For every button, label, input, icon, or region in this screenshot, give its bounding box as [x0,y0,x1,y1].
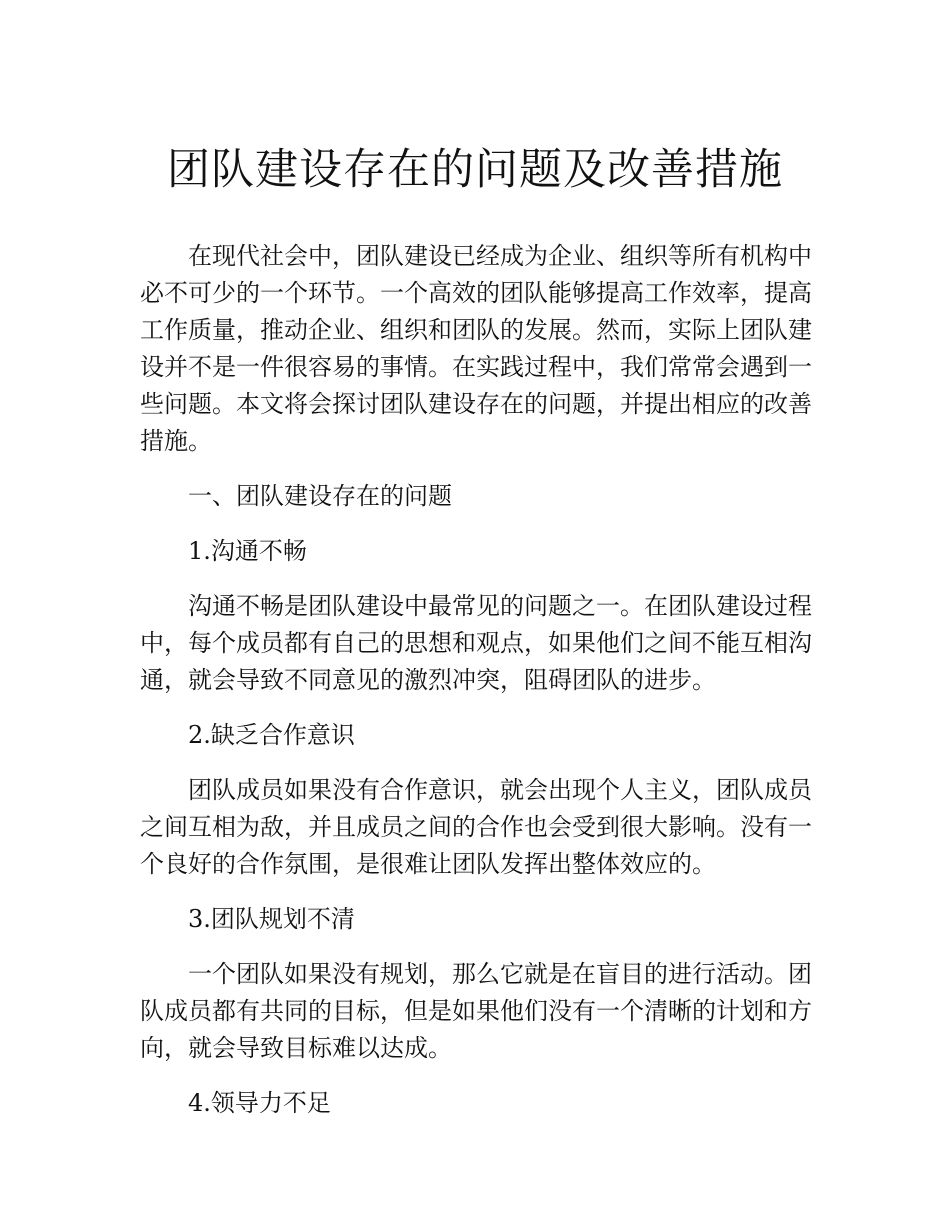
document-title: 团队建设存在的问题及改善措施 [167,145,783,195]
item-heading-planning: 3.团队规划不清 [188,905,355,933]
item-heading-leadership: 4.领导力不足 [188,1089,331,1117]
intro-paragraph: 在现代社会中，团队建设已经成为企业、组织等所有机构中必不可少的一个环节。一个高效的团队能够提高工作效率，提高工作质量，推动企业、组织和团队的发展。然而，实际上团队建设并不是一件很容易的事情。在实践过程中，我们常常会遇到一些问题。本文将会探讨团队建设存在的问题，并提出相应的改善措施。 [140,242,812,455]
item-paragraph-communication: 沟通不畅是团队建设中最常见的问题之一。在团队建设过程中，每个成员都有自己的思想和观点，如果他们之间不能互相沟通，就会导致不同意见的激烈冲突，阻碍团队的进步。 [140,592,812,694]
item-heading-cooperation: 2.缺乏合作意识 [188,721,355,749]
item-paragraph-cooperation: 团队成员如果没有合作意识，就会出现个人主义，团队成员之间互相为敌，并且成员之间的合作也会受到很大影响。没有一个良好的合作氛围，是很难让团队发挥出整体效应的。 [140,776,812,878]
section-heading-problems: 一、团队建设存在的问题 [188,482,452,510]
item-paragraph-planning: 一个团队如果没有规划，那么它就是在盲目的进行活动。团队成员都有共同的目标，但是如果他们没有一个清晰的计划和方向，就会导致目标难以达成。 [140,960,812,1062]
document-body [140,238,812,1140]
item-heading-communication: 1.沟通不畅 [188,537,307,565]
